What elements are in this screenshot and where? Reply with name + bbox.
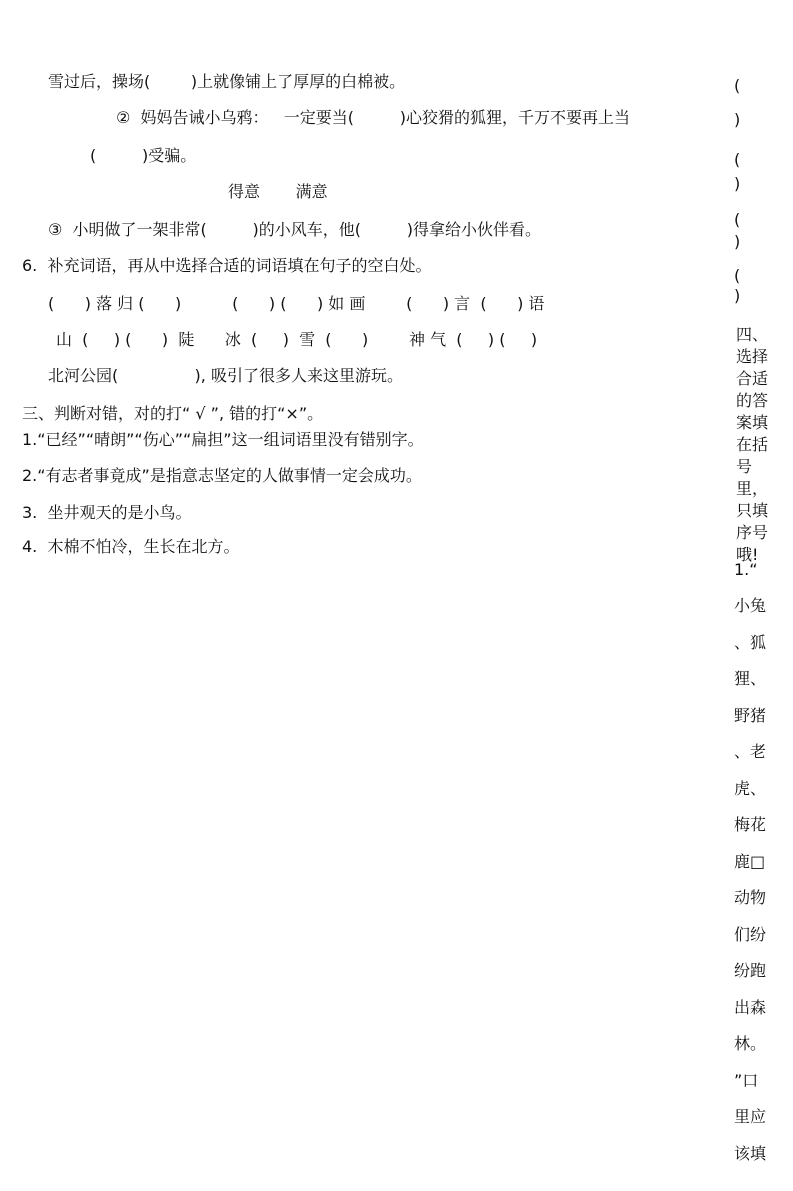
sec3-item-2: 2.“有志者事竟成”是指意志坚定的人做事情一定会成功。: [22, 466, 422, 485]
side-paren: (: [734, 266, 741, 285]
side-paren: (: [734, 210, 741, 229]
q1-chunk: 动物: [734, 888, 767, 907]
side-paren: (: [734, 76, 741, 95]
side-paren: ): [734, 110, 741, 129]
q1-chunk: 出森: [734, 998, 767, 1017]
q1-chunk: 狸、: [734, 669, 767, 688]
q1-chunk: 、老: [734, 742, 767, 761]
q1-chunk: 小兔: [734, 596, 767, 615]
q6-row1: ( ) 落 归 ( ) ( ) ( ) 如 画 ( ) 言 ( ) 语: [48, 294, 545, 313]
q1-chunk: 该填: [734, 1144, 767, 1163]
sec5-line3: ( )受骗。: [90, 146, 197, 165]
q1-chunk: 、狐: [734, 633, 767, 652]
sec3-heading: 三、判断对错，对的打“ √ ”, 错的打“×”。: [22, 404, 324, 423]
q1-chunk: 林。: [734, 1034, 767, 1053]
q6-sentence: 北河公园( ), 吸引了很多人来这里游玩。: [48, 366, 403, 385]
sec3-item-1: 1.“已经”“晴朗”“伤心”“扁担”这一组词语里没有错别字。: [22, 430, 424, 449]
side-paren: ): [734, 174, 741, 193]
q1-chunk: 们纷: [734, 925, 767, 944]
q1-chunk: 梅花: [734, 815, 767, 834]
q1-chunk: 虎、: [734, 779, 767, 798]
q1-chunk: ”口: [734, 1071, 759, 1090]
section4-heading: 四、选择合适的答案填在括号里，只填序号哦!: [736, 325, 769, 564]
sec5-line1: 雪过后，操场( )上就像铺上了厚厚的白棉被。: [48, 72, 406, 91]
sec3-item-3: 3. 坐井观天的是小鸟。: [22, 503, 192, 522]
side-paren: ): [734, 286, 741, 305]
side-paren: (: [734, 150, 741, 169]
word-options: 得意 满意: [228, 182, 328, 201]
q1-chunk: 里应: [734, 1107, 767, 1126]
q1-chunk: 1.“: [734, 560, 758, 579]
side-paren: ): [734, 232, 741, 251]
q1-chunk: 鹿□: [734, 852, 766, 871]
q6-title: 6. 补充词语，再从中选择合适的词语填在句子的空白处。: [22, 256, 432, 275]
q6-row2: 山 ( ) ( ) 陡 冰 ( ) 雪 ( ) 神 气 ( ) ( ): [56, 330, 538, 349]
sec3-item-4: 4. 木棉不怕冷，生长在北方。: [22, 537, 240, 556]
q1-chunk: 野猪: [734, 706, 767, 725]
sec5-line2: ② 妈妈告诫小乌鸦： 一定要当( )心狡猾的狐狸，千万不要再上当: [116, 108, 631, 127]
sec5-line4: ③ 小明做了一架非常( )的小风车，他( )得拿给小伙伴看。: [48, 220, 542, 239]
q1-chunk: 纷跑: [734, 961, 767, 980]
